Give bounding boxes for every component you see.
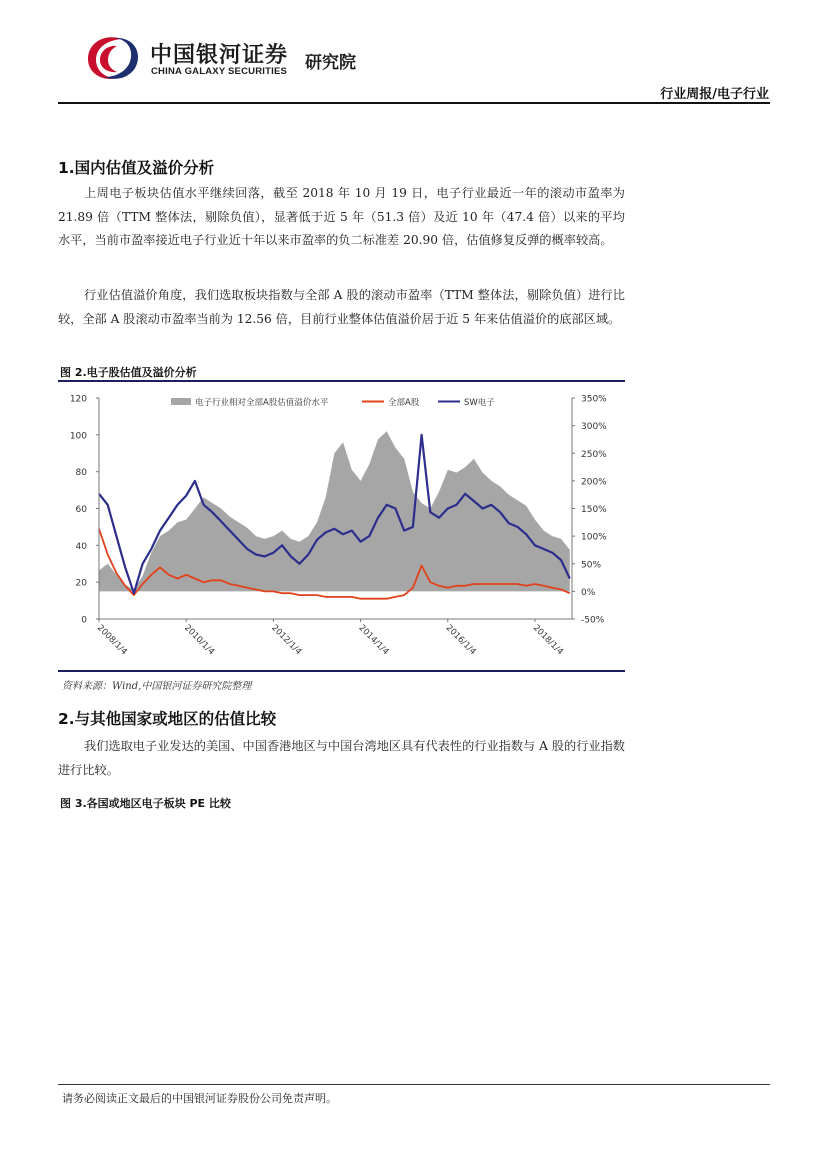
legend-premium-swatch (171, 398, 191, 405)
legend-premium-label: 电子行业相对全部A股估值溢价水平 (195, 398, 329, 408)
right-tick-label: 300% (581, 422, 607, 433)
brand-name-cn: 中国银河证券 (150, 43, 289, 68)
figure-2-bottom-rule (58, 670, 625, 672)
header-divider (58, 102, 770, 104)
left-tick-label: 40 (75, 541, 87, 552)
footer-divider (58, 1084, 770, 1085)
left-tick-label: 20 (75, 578, 87, 589)
footer-disclaimer: 请务必阅读正文最后的中国银河证券股份公司免责声明。 (62, 1092, 337, 1105)
report-type-label: 行业周报/电子行业 (660, 87, 769, 102)
x-tick-label: 2018/1/4 (530, 623, 565, 658)
right-tick-label: 100% (581, 532, 607, 543)
x-tick-label: 2016/1/4 (443, 623, 478, 658)
x-tick-label: 2008/1/4 (94, 623, 129, 658)
legend-sw-electronics-label: SW电子 (464, 398, 495, 408)
valuation-premium-chart (58, 385, 625, 670)
right-tick-label: 50% (581, 560, 602, 571)
x-tick-label: 2014/1/4 (356, 623, 391, 658)
legend-all-a-share-label: 全部A股 (388, 398, 420, 408)
brand-name-en: CHINA GALAXY SECURITIES (151, 66, 288, 77)
right-tick-label: 250% (581, 449, 607, 460)
x-tick-label: 2012/1/4 (269, 623, 304, 658)
section-1-paragraph-1: 上周电子板块估值水平继续回落，截至 2018 年 10 月 19 日，电子行业最近一年的滚动市盈率为 21.89 倍（TTM 整体法，剔除负值），显著低于近 5 年（51.3 倍）及近 10 年（47.4 倍）以来的平均水平，当前市盈率接近电子行业近十年以来市盈率的负二标准差 20.90 倍，估值修复反弹的概率较高。 (58, 186, 625, 247)
right-tick-label: 150% (581, 505, 607, 515)
section-1-paragraph-2: 行业估值溢价角度，我们选取板块指数与全部 A 股的滚动市盈率（TTM 整体法，剔除负值）进行比较，全部 A 股滚动市盈率当前为 12.56 倍，目前行业整体估值溢价居于近 5 年来估值溢价的底部区域。 (58, 288, 625, 326)
section-2-heading: 2.与其他国家或地区的估值比较 (58, 710, 277, 728)
company-logo-icon (84, 33, 142, 83)
right-tick-label: 200% (581, 477, 607, 488)
left-tick-label: 100 (69, 431, 87, 442)
figure-2-source: 资料来源：Wind,中国银河证券研究院整理 (62, 681, 252, 692)
figure-3-caption: 图 3.各国或地区电子板块 PE 比较 (60, 797, 231, 810)
right-tick-label: -50% (581, 615, 605, 626)
figure-2-caption: 图 2.电子股估值及溢价分析 (60, 366, 197, 379)
section-2-paragraph-1: 我们选取电子业发达的美国、中国香港地区与中国台湾地区具有代表性的行业指数与 A 股的行业指数进行比较。 (58, 739, 625, 777)
section-1-heading: 1.国内估值及溢价分析 (58, 159, 215, 177)
right-tick-label: 0% (581, 587, 596, 598)
left-tick-label: 0 (81, 615, 87, 626)
left-tick-label: 80 (75, 468, 87, 479)
institute-name: 研究院 (305, 53, 356, 73)
x-tick-label: 2010/1/4 (182, 623, 217, 658)
left-tick-label: 120 (69, 394, 87, 405)
left-tick-label: 60 (75, 505, 87, 515)
right-tick-label: 350% (581, 394, 607, 405)
figure-2-top-rule (58, 380, 625, 382)
